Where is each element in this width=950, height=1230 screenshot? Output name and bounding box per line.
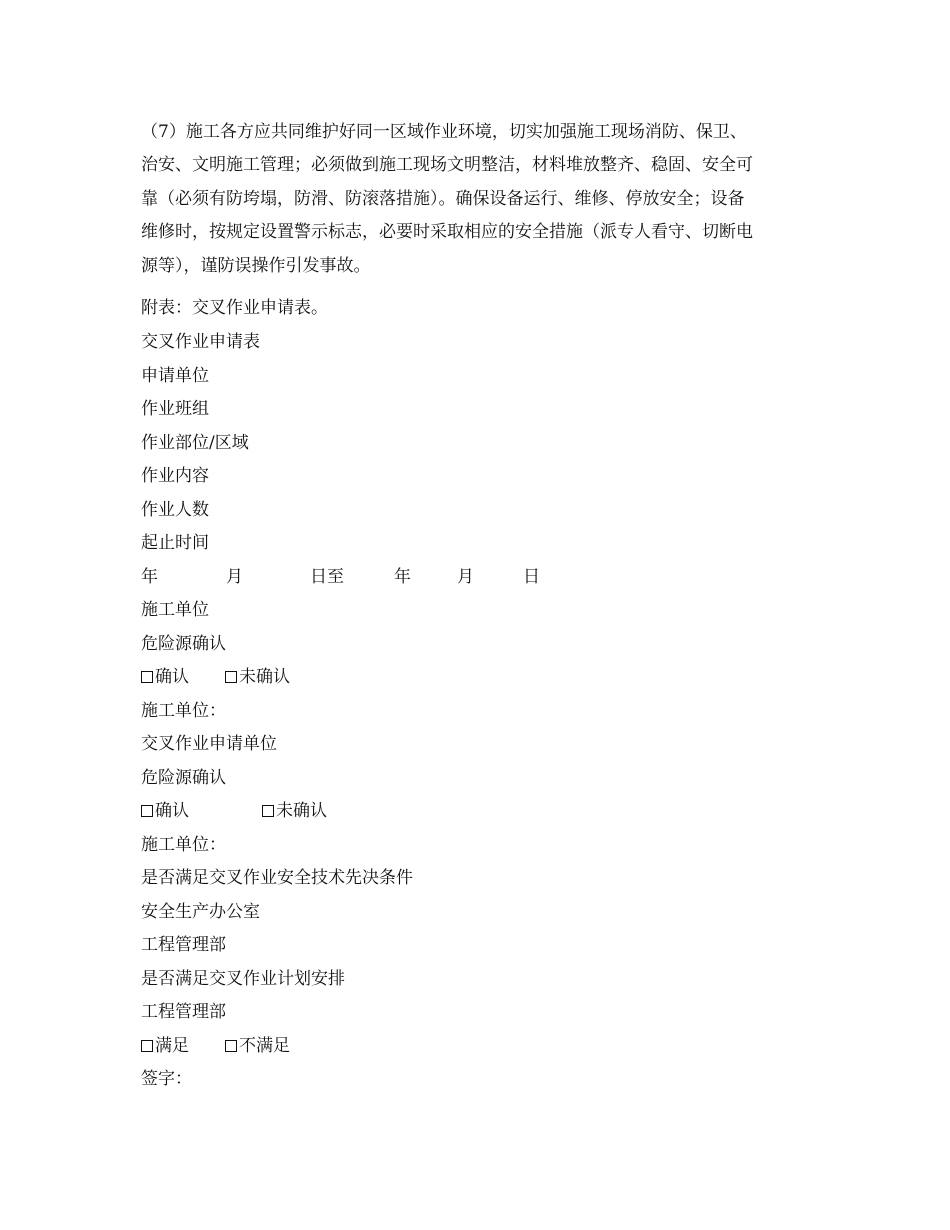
engineering-dept-label: 工程管理部 bbox=[141, 935, 226, 955]
construction-unit-label: 施工单位 bbox=[141, 600, 209, 620]
unconfirm-label: 未确认 bbox=[276, 801, 327, 821]
checkbox-icon[interactable] bbox=[225, 1040, 237, 1052]
paragraph-line: 治安、文明施工管理；必须做到施工现场文明整洁，材料堆放整齐、稳固、安全可 bbox=[141, 155, 753, 176]
not-satisfy-label: 不满足 bbox=[239, 1036, 290, 1056]
cross-applicant-unit-label: 交叉作业申请单位 bbox=[141, 734, 277, 754]
year-end-label: 年 bbox=[394, 567, 411, 587]
work-team-label: 作业班组 bbox=[141, 399, 209, 419]
confirm-option[interactable] bbox=[141, 666, 189, 688]
unconfirm-label: 未确认 bbox=[239, 667, 290, 687]
day-end-label: 日 bbox=[523, 567, 540, 587]
satisfy-options-row bbox=[141, 1035, 441, 1057]
checkbox-icon[interactable] bbox=[225, 671, 237, 683]
checkbox-icon[interactable] bbox=[262, 805, 274, 817]
not-satisfy-option[interactable] bbox=[225, 1035, 290, 1057]
confirm-label: 确认 bbox=[155, 801, 189, 821]
plan-question: 是否满足交叉作业计划安排 bbox=[141, 969, 345, 989]
safety-paragraph bbox=[141, 116, 811, 283]
confirm-option[interactable] bbox=[141, 800, 189, 822]
period-label: 起止时间 bbox=[141, 533, 209, 553]
day-to-label: 日至 bbox=[310, 567, 344, 587]
worker-count-label: 作业人数 bbox=[141, 500, 209, 520]
checkbox-icon[interactable] bbox=[141, 1040, 153, 1052]
form-title: 交叉作业申请表 bbox=[141, 332, 260, 352]
confirm-label: 确认 bbox=[155, 667, 189, 687]
month-start-label: 月 bbox=[226, 567, 243, 587]
attachment-note: 附表：交叉作业申请表。 bbox=[141, 298, 328, 318]
paragraph-line: 源等），谨防误操作引发事故。 bbox=[141, 255, 371, 276]
paragraph-line: （7）施工各方应共同维护好同一区域作业环境，切实加强施工现场消防、保卫、 bbox=[141, 122, 747, 142]
signature-label: 签字： bbox=[141, 1069, 192, 1089]
checkbox-icon[interactable] bbox=[141, 671, 153, 683]
hazard-confirm-label: 危险源确认 bbox=[141, 634, 226, 654]
paragraph-line: 靠（必须有防垮塌，防滑、防滚落措施）。确保设备运行、维修、停放安全；设备 bbox=[141, 188, 745, 209]
paragraph-line: 维修时，按规定设置警示标志，必要时采取相应的安全措施（派专人看守、切断电 bbox=[141, 222, 753, 243]
construction-unit-sign: 施工单位： bbox=[141, 835, 226, 855]
unconfirm-option[interactable] bbox=[262, 800, 327, 822]
hazard-options-row bbox=[141, 666, 441, 688]
safety-office-label: 安全生产办公室 bbox=[141, 902, 260, 922]
work-area-label: 作业部位/区域 bbox=[141, 433, 249, 453]
applicant-unit-label: 申请单位 bbox=[141, 366, 209, 386]
engineering-dept-label: 工程管理部 bbox=[141, 1002, 226, 1022]
satisfy-label: 满足 bbox=[155, 1036, 189, 1056]
satisfy-option[interactable] bbox=[141, 1035, 189, 1057]
hazard-confirm-label: 危险源确认 bbox=[141, 768, 226, 788]
safety-prereq-question: 是否满足交叉作业安全技术先决条件 bbox=[141, 868, 413, 888]
construction-unit-sign: 施工单位： bbox=[141, 701, 226, 721]
work-content-label: 作业内容 bbox=[141, 466, 209, 486]
date-range-row bbox=[141, 566, 561, 588]
hazard-options-row bbox=[141, 800, 441, 822]
month-end-label: 月 bbox=[457, 567, 474, 587]
checkbox-icon[interactable] bbox=[141, 805, 153, 817]
year-start-label: 年 bbox=[141, 567, 158, 587]
unconfirm-option[interactable] bbox=[225, 666, 290, 688]
